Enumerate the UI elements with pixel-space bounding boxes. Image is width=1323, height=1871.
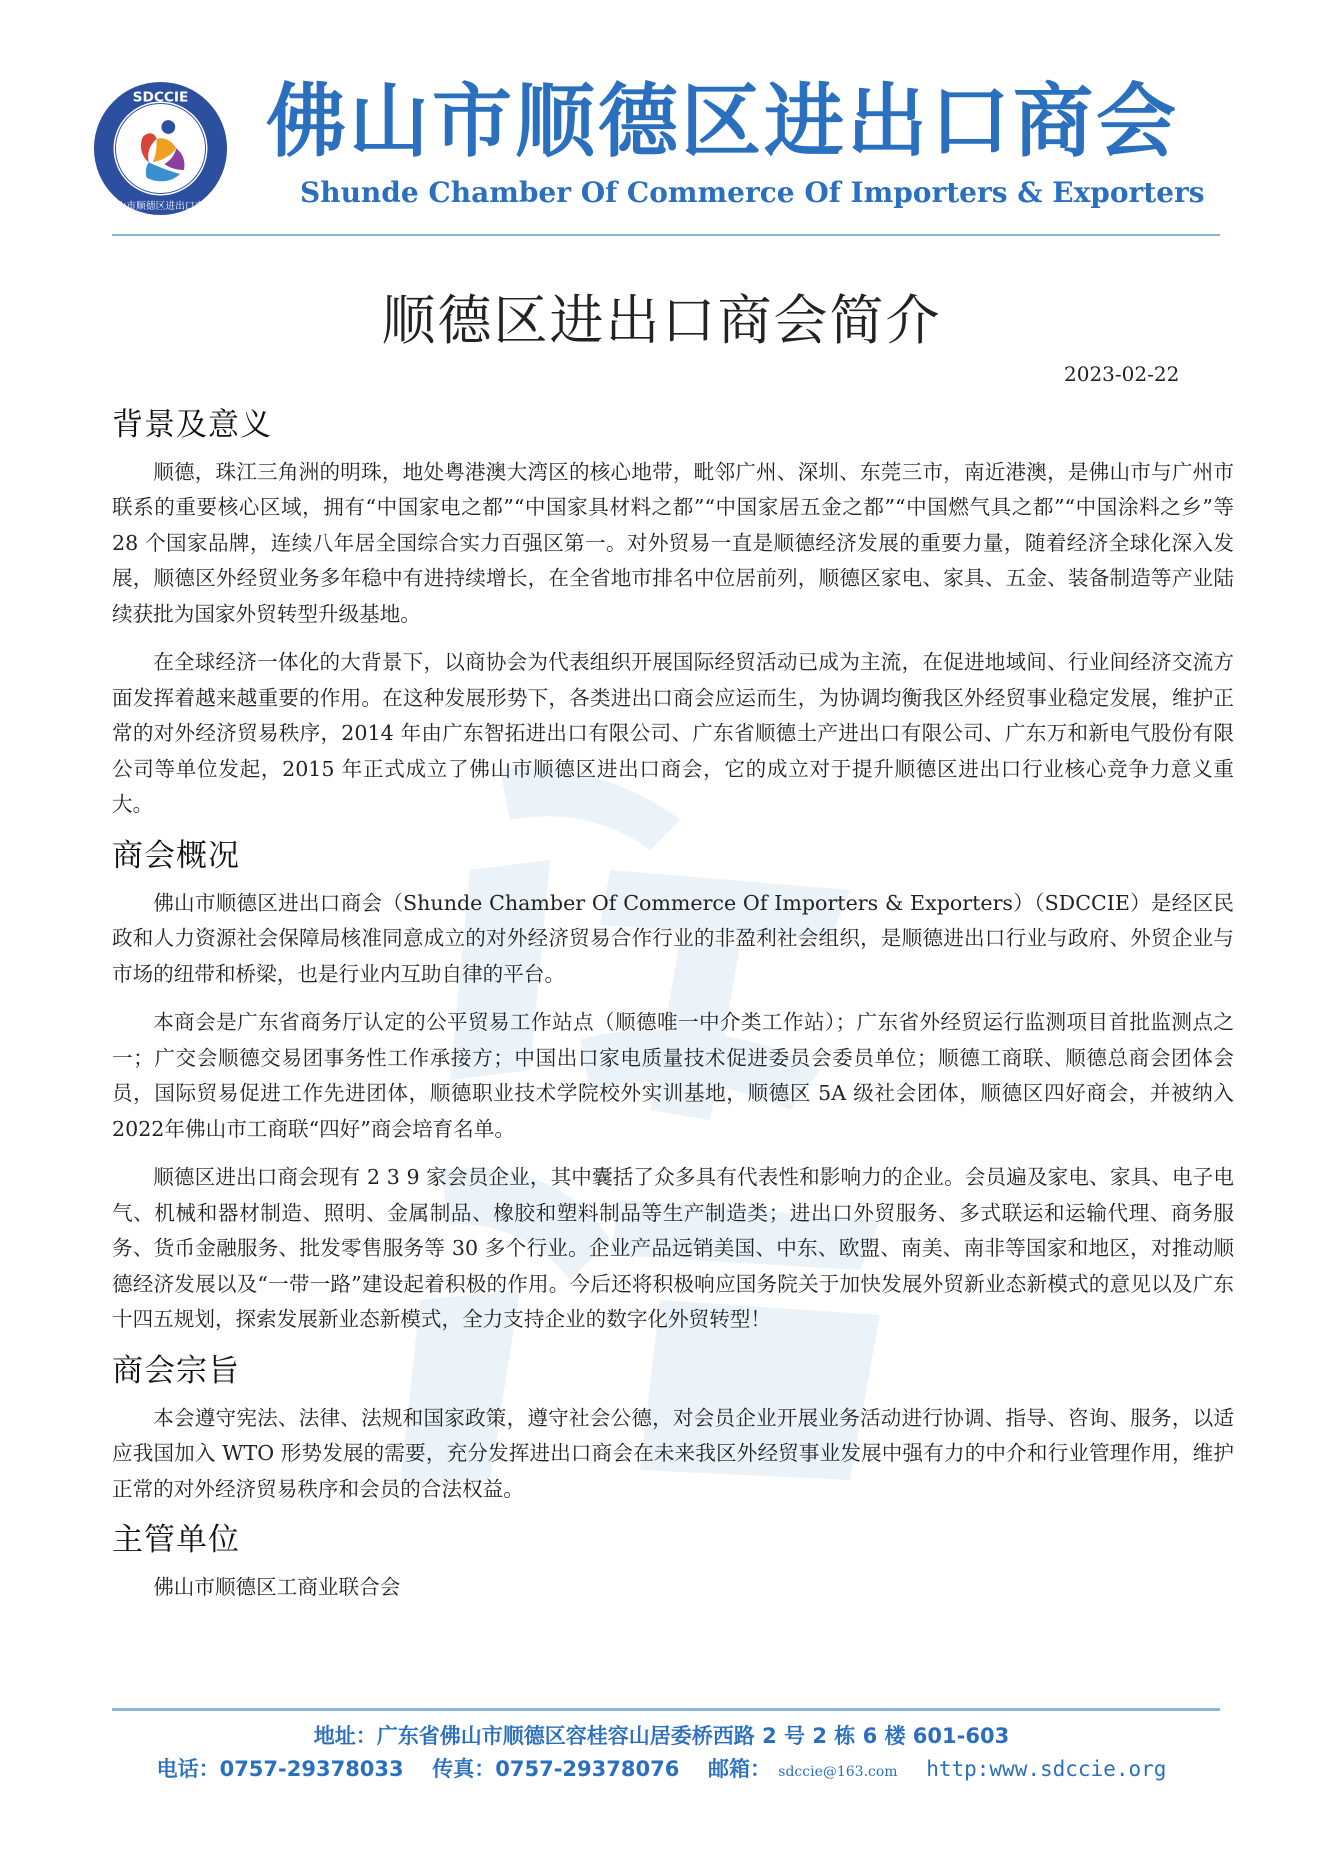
paragraph: 佛山市顺德区进出口商会（Shunde Chamber Of Commerce Of Importers & Exporters）（SDCCIE）是经区民政和人力资源社会保障局核准同意成立的对外经济贸易合作行业的非盈利社会组织，是顺德进出口行业与政府、外贸企业与市场的纽带和桥梁，也是行业内互助自律的平台。 [112, 890, 1234, 986]
footer-divider [112, 1708, 1220, 1711]
section-supervisor [112, 1520, 1234, 1605]
section-heading: 商会宗旨 [112, 1352, 240, 1389]
footer-email-label: 邮箱： [707, 1757, 771, 1781]
logo-ring-text-top: SDCCIE [132, 89, 189, 106]
paragraph: 本会遵守宪法、法律、法规和国家政策，遵守社会公德，对会员企业开展业务活动进行协调、指导、咨询、服务，以适应我国加入 WTO 形势发展的需要，充分发挥进出口商会在未来我区外经贸事业发展中强有力的中介和行业管理作用，维护正常的对外经济贸易秩序和会员的合法权益。 [112, 1405, 1234, 1501]
footer-email[interactable]: sdccie@163.com [778, 1764, 898, 1780]
section-heading: 主管单位 [112, 1522, 240, 1559]
section-heading: 商会概况 [112, 837, 240, 874]
section-overview [112, 836, 1234, 1338]
footer-contact [0, 1753, 1323, 1783]
section-heading: 背景及意义 [112, 407, 272, 443]
org-name-en: Shunde Chamber Of Commerce Of Importers & Exporters [300, 176, 1205, 209]
footer-fax: 传真：0757-29378076 [432, 1757, 680, 1781]
org-name-cn: 佛山市顺德区进出口商会 [266, 75, 1179, 168]
paragraph: 顺德区进出口商会现有 2 3 9 家会员企业，其中囊括了众多具有代表性和影响力的企业。会员遍及家电、家具、电子电气、机械和器材制造、照明、金属制品、橡胶和塑料制品等生产制造类；进出口外贸服务、多式联运和运输代理、商务服务、货币金融服务、批发零售服务等 30 多个行业。企业产品远销美国、中东、欧盟、南美、南非等国家和地区，对推动顺德经济发展以及“一带一路”建设起着积极的作用。今后还将积极响应国务院关于加快发展外贸新业态新模式的意见以及广东十四五规划，探索发展新业态新模式，全力支持企业的数字化外贸转型！ [112, 1165, 1234, 1332]
paragraph: 本商会是广东省商务厅认定的公平贸易工作站点（顺德唯一中介类工作站）；广东省外经贸运行监测项目首批监测点之一；广交会顺德交易团事务性工作承接方；中国出口家电质量技术促进委员会委员单位；顺德工商联、顺德总商会团体会员，国际贸易促进工作先进团体，顺德职业技术学院校外实训基地，顺德区 5A 级社会团体，顺德区四好商会，并被纳入2022年佛山市工商联“四好”商会培育名单。 [112, 1010, 1234, 1141]
document-title: 顺德区进出口商会简介 [381, 289, 942, 352]
section-purpose [112, 1351, 1234, 1507]
logo-ring-text-bottom: 佛山市顺德区进出口商会 [106, 201, 215, 213]
paragraph: 顺德，珠江三角洲的明珠，地处粤港澳大湾区的核心地带，毗邻广州、深圳、东莞三市，南近港澳，是佛山市与广州市联系的重要核心区域，拥有“中国家电之都”“中国家具材料之都”“中国家居五金之都”“中国燃气具之都”“中国涂料之乡”等 28 个国家品牌，连续八年居全国综合实力百强区第一。对外贸易一直是顺德经济发展的重要力量，随着经济全球化深入发展，顺德区外经贸业务多年稳中有进持续增长，在全省地市排名中位居前列，顺德区家电、家具、五金、装备制造等产业陆续获批为国家外贸转型升级基地。 [112, 459, 1234, 626]
footer-phone: 电话：0757-29378033 [156, 1757, 404, 1781]
paragraph: 在全球经济一体化的大背景下，以商协会为代表组织开展国际经贸活动已成为主流，在促进地域间、行业间经济交流方面发挥着越来越重要的作用。在这种发展形势下，各类进出口商会应运而生，为协调均衡我区外经贸事业稳定发展，维护正常的对外经济贸易秩序，2014 年由广东智拓进出口有限公司、广东省顺德土产进出口有限公司、广东万和新电气股份有限公司等单位发起，2015 年正式成立了佛山市顺德区进出口商会，它的成立对于提升顺德区进出口行业核心竞争力意义重大。 [112, 650, 1234, 817]
footer-website[interactable]: http:www.sdccie.org [926, 1757, 1167, 1781]
header-divider [112, 234, 1220, 236]
document-body [112, 405, 1234, 1618]
sdccie-logo [92, 80, 229, 217]
footer-address: 地址：广东省佛山市顺德区容桂容山居委桥西路 2 号 2 栋 6 楼 601-603 [313, 1724, 1010, 1748]
document-date: 2023-02-22 [1064, 362, 1180, 386]
section-background [112, 405, 1234, 823]
paragraph: 佛山市顺德区工商业联合会 [153, 1574, 401, 1599]
